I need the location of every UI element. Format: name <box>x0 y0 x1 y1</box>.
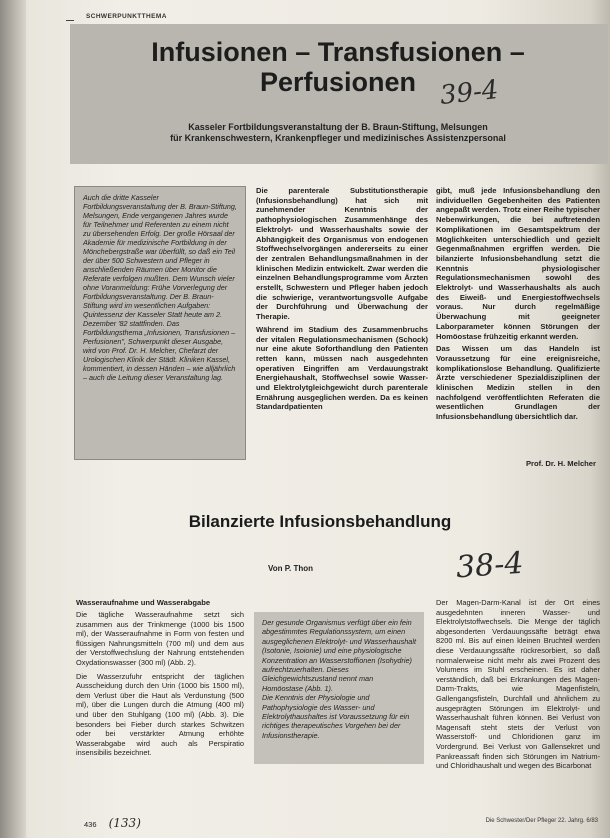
article-highlight-box <box>254 612 424 764</box>
intro-box-text: Auch die dritte Kasseler Fortbildungsveranstaltung der B. Braun-Stiftung, Melsungen, Ende vergangenen Jahres wurde für Teilnehmer und Referenten zu einem nicht zu übersehenden Erfolg. Der große Hörsaal der Akademie für medizinische Fortbildung in der Mönchebergstraße war überfüllt, so daß ein Teil der über 500 Schwestern und Pfleger in anschließenden Räumen über Monitor die Referate verfolgen mußten. Dem Wunsch vieler ohne Voranmeldung: Frühe Vorverlegung der Fortbildungsveranstaltung. Der B. Braun-Stiftung wird im wesentlichen Aufgaben: Quintessenz der Kasseler Statt heute am 2. Dezember '82 stattfinden. Das Fortbildungsthema „Infusionen, Transfusionen – Perfusionen", Schwerpunkt dieser Ausgabe, wird von Prof. Dr. H. Melcher, Chefarzt der Urologischen Klinik der Städt. Kliniken Kassel, kommentiert, in dessen Händen – wie alljährlich – auch die Leitung dieser Veranstaltung lag. <box>83 193 237 382</box>
page-subtitle <box>98 122 578 144</box>
right-paragraph-1: gibt, muß jede Infusionsbehandlung den individuellen Gegebenheiten des Patienten angepaßt werden. Trotz einer Reihe typischer Nebenwirkungen, die bei auftretenden Komplikationen im Gesamtspektrum der Möglichkeiten unterschiedlich und gezielt Gegenmaßnahmen ergriffen werden. Die bilanzierte Infusionsbehandlung setzt die Kenntnis physiologischer Regulationsmechanismen sowohl des Elektrolyt- und Wasserhaushalts als auch des Eiweiß- und Energiestoffwechsels voraus. Nur durch regelmäßige Überwachung mit geeigneter Laborparameter können Störungen der Homöostase frühzeitig erkannt werden. <box>436 186 600 341</box>
subtitle-line-1: Kasseler Fortbildungsveranstaltung der B. Braun-Stiftung, Melsungen <box>188 122 488 132</box>
middle-paragraph-2: Während im Stadium des Zusammenbruchs der vitalen Regulationsmechanismen (Schock) nur eine akute Soforthandlung den Patienten retten kann, müssen nach ausgedehnten operativen Eingriffen am Verdauungstrakt Energiehaushalt, Stoffwechsel sowie Wasser- und Elektrolytgleichgewicht durch parenterale Ernährung ausgeglichen werden. Da es keinen Standardpatienten <box>256 324 428 412</box>
article-left-paragraph-1: Die tägliche Wasseraufnahme setzt sich zusammen aus der Trinkmenge (1000 bis 1500 ml), der Wasseraufnahme in Form von festen und flüssigen Nahrungsmitteln (700 ml) und dem aus der Verstoffwechslung der Nahrung entstehenden Oxydationswasser (300 ml) (Abb. 2). <box>76 610 244 667</box>
middle-paragraph-1: Die parenterale Substitutionstherapie (Infusionsbehandlung) hat sich mit zunehmender Kenntnis der pathophysiologischen Zusammenhänge des Elektrolyt- und Wasserhaushalts sowie der Abhängigkeit des Organismus von endogenen Stoffwechselvorgängen andererseits zu einer der zentralen Behandlungsmaßnahmen in der klinischen Medizin entwickelt. Zwar werden die einzelnen Behandlungsprogramme vom Ärzten erstellt, Schwestern und Pfleger haben jedoch die schwierige, verantwortungsvolle Aufgabe der Durchführung und Überwachung der Therapie. <box>256 186 428 322</box>
journal-reference: Die Schwester/Der Pfleger 22. Jahrg. 6/83 <box>485 818 598 824</box>
highlight-box-text: Der gesunde Organismus verfügt über ein fein abgestimmtes Regulationssystem, um einen ausgeglichenen Elektrolyt- und Wasserhaushalt (Isotonie, Isoionie) und eine physiologische Konzentration an Wasserstoffionen (Isohydrie) aufrechtzuerhalten. Dieses Gleichgewichtszustand nennt man Homöostase (Abb. 1). Die Kenntnis der Physiologie und Pathophysiologie des Wasser- und Elektrolythaushaltes ist Voraussetzung für ein richtiges therapeutisches Vorgehen bei der Infusionstherapie. <box>262 618 417 740</box>
page-footer-left <box>84 816 141 830</box>
intro-box <box>74 186 246 460</box>
article-byline: Von P. Thon <box>268 564 314 573</box>
author-signature: Prof. Dr. H. Melcher <box>525 459 596 468</box>
article-right-paragraph-1: Der Magen-Darm-Kanal ist der Ort eines ausgedehnten inneren Wasser- und Elektrolytstoffwechsels. Die Menge der täglich abgesonderten Verdauungssäfte beträgt etwa 8200 ml. Bis auf einen kleinen Bruchteil werden diese Verdauungssäfte rückresorbiert, so daß normalerweise nicht mehr als zwei Prozent des Volumens im Stuhl erscheinen. Es ist daher verständlich, daß bei Erkrankungen des Magen-Darm-Trakts, wie Magenfisteln, Gallengangsfisteln, Durchfall und ähnlichem zu ausgeprägten Störungen im Elektrolyt- und Wasserhaushalt führen können. Bei Verlust von Magensaft steht stets der Verlust von Wasserstoff- und Chloridionen ganz im Vordergrund. Bei Verlust von Gallensekret und Pankreassaft finden sich Störungen im Natrium- und Chloridhaushalt und wegen des Bicarbonat <box>436 598 600 771</box>
article-column-right <box>436 598 600 775</box>
article-column-left <box>76 610 244 762</box>
column-right <box>436 186 600 425</box>
book-binding-shadow <box>0 0 26 838</box>
section-rubric: SCHWERPUNKTTHEMA <box>86 13 167 20</box>
crop-mark <box>66 20 74 21</box>
page-title <box>78 37 598 97</box>
handwritten-page-number: (133) <box>108 816 141 830</box>
handwritten-annotation-top: 39-4 <box>438 75 500 111</box>
handwritten-annotation-article: 38-4 <box>454 545 525 586</box>
page-number: 436 <box>84 820 97 829</box>
article-title: Bilanzierte Infusionsbehandlung <box>188 512 452 531</box>
right-paragraph-2: Das Wissen um das Handeln ist Voraussetzung für eine ereignisreiche, komplikationslose Behandlung. Qualifizierte Ärzte verschiedener Spezialdisziplinen der klinischen Medizin stellen in den nachfolgend veröffentlichten Referaten die wesentlichen Grundlagen der Infusionsbehandlung übersichtlich dar. <box>436 344 600 422</box>
article-left-paragraph-2: Die Wasserzufuhr entspricht der täglichen Ausscheidung durch den Urin (1000 bis 1500 ml), dem Verlust über die Haut als Verdunstung (500 ml), über die Lungen durch die Atmung (400 ml) und über den Stuhlgang (100 ml) (Abb. 3). Die besonders bei Fieber durch starkes Schwitzen oder bei verstärkter Atmung erhöhte Wasserabgabe wird auch als Perspiratio insensibilis bezeichnet. <box>76 671 244 758</box>
title-line-2: Perfusionen <box>259 67 417 97</box>
column-middle <box>256 186 428 415</box>
title-line-1: Infusionen – Transfusionen – <box>151 37 525 67</box>
article-subheading: Wasseraufnahme und Wasserabgabe <box>76 598 211 607</box>
subtitle-line-2: für Krankenschwestern, Krankenpfleger und medizinisches Assistenzpersonal <box>170 133 506 143</box>
